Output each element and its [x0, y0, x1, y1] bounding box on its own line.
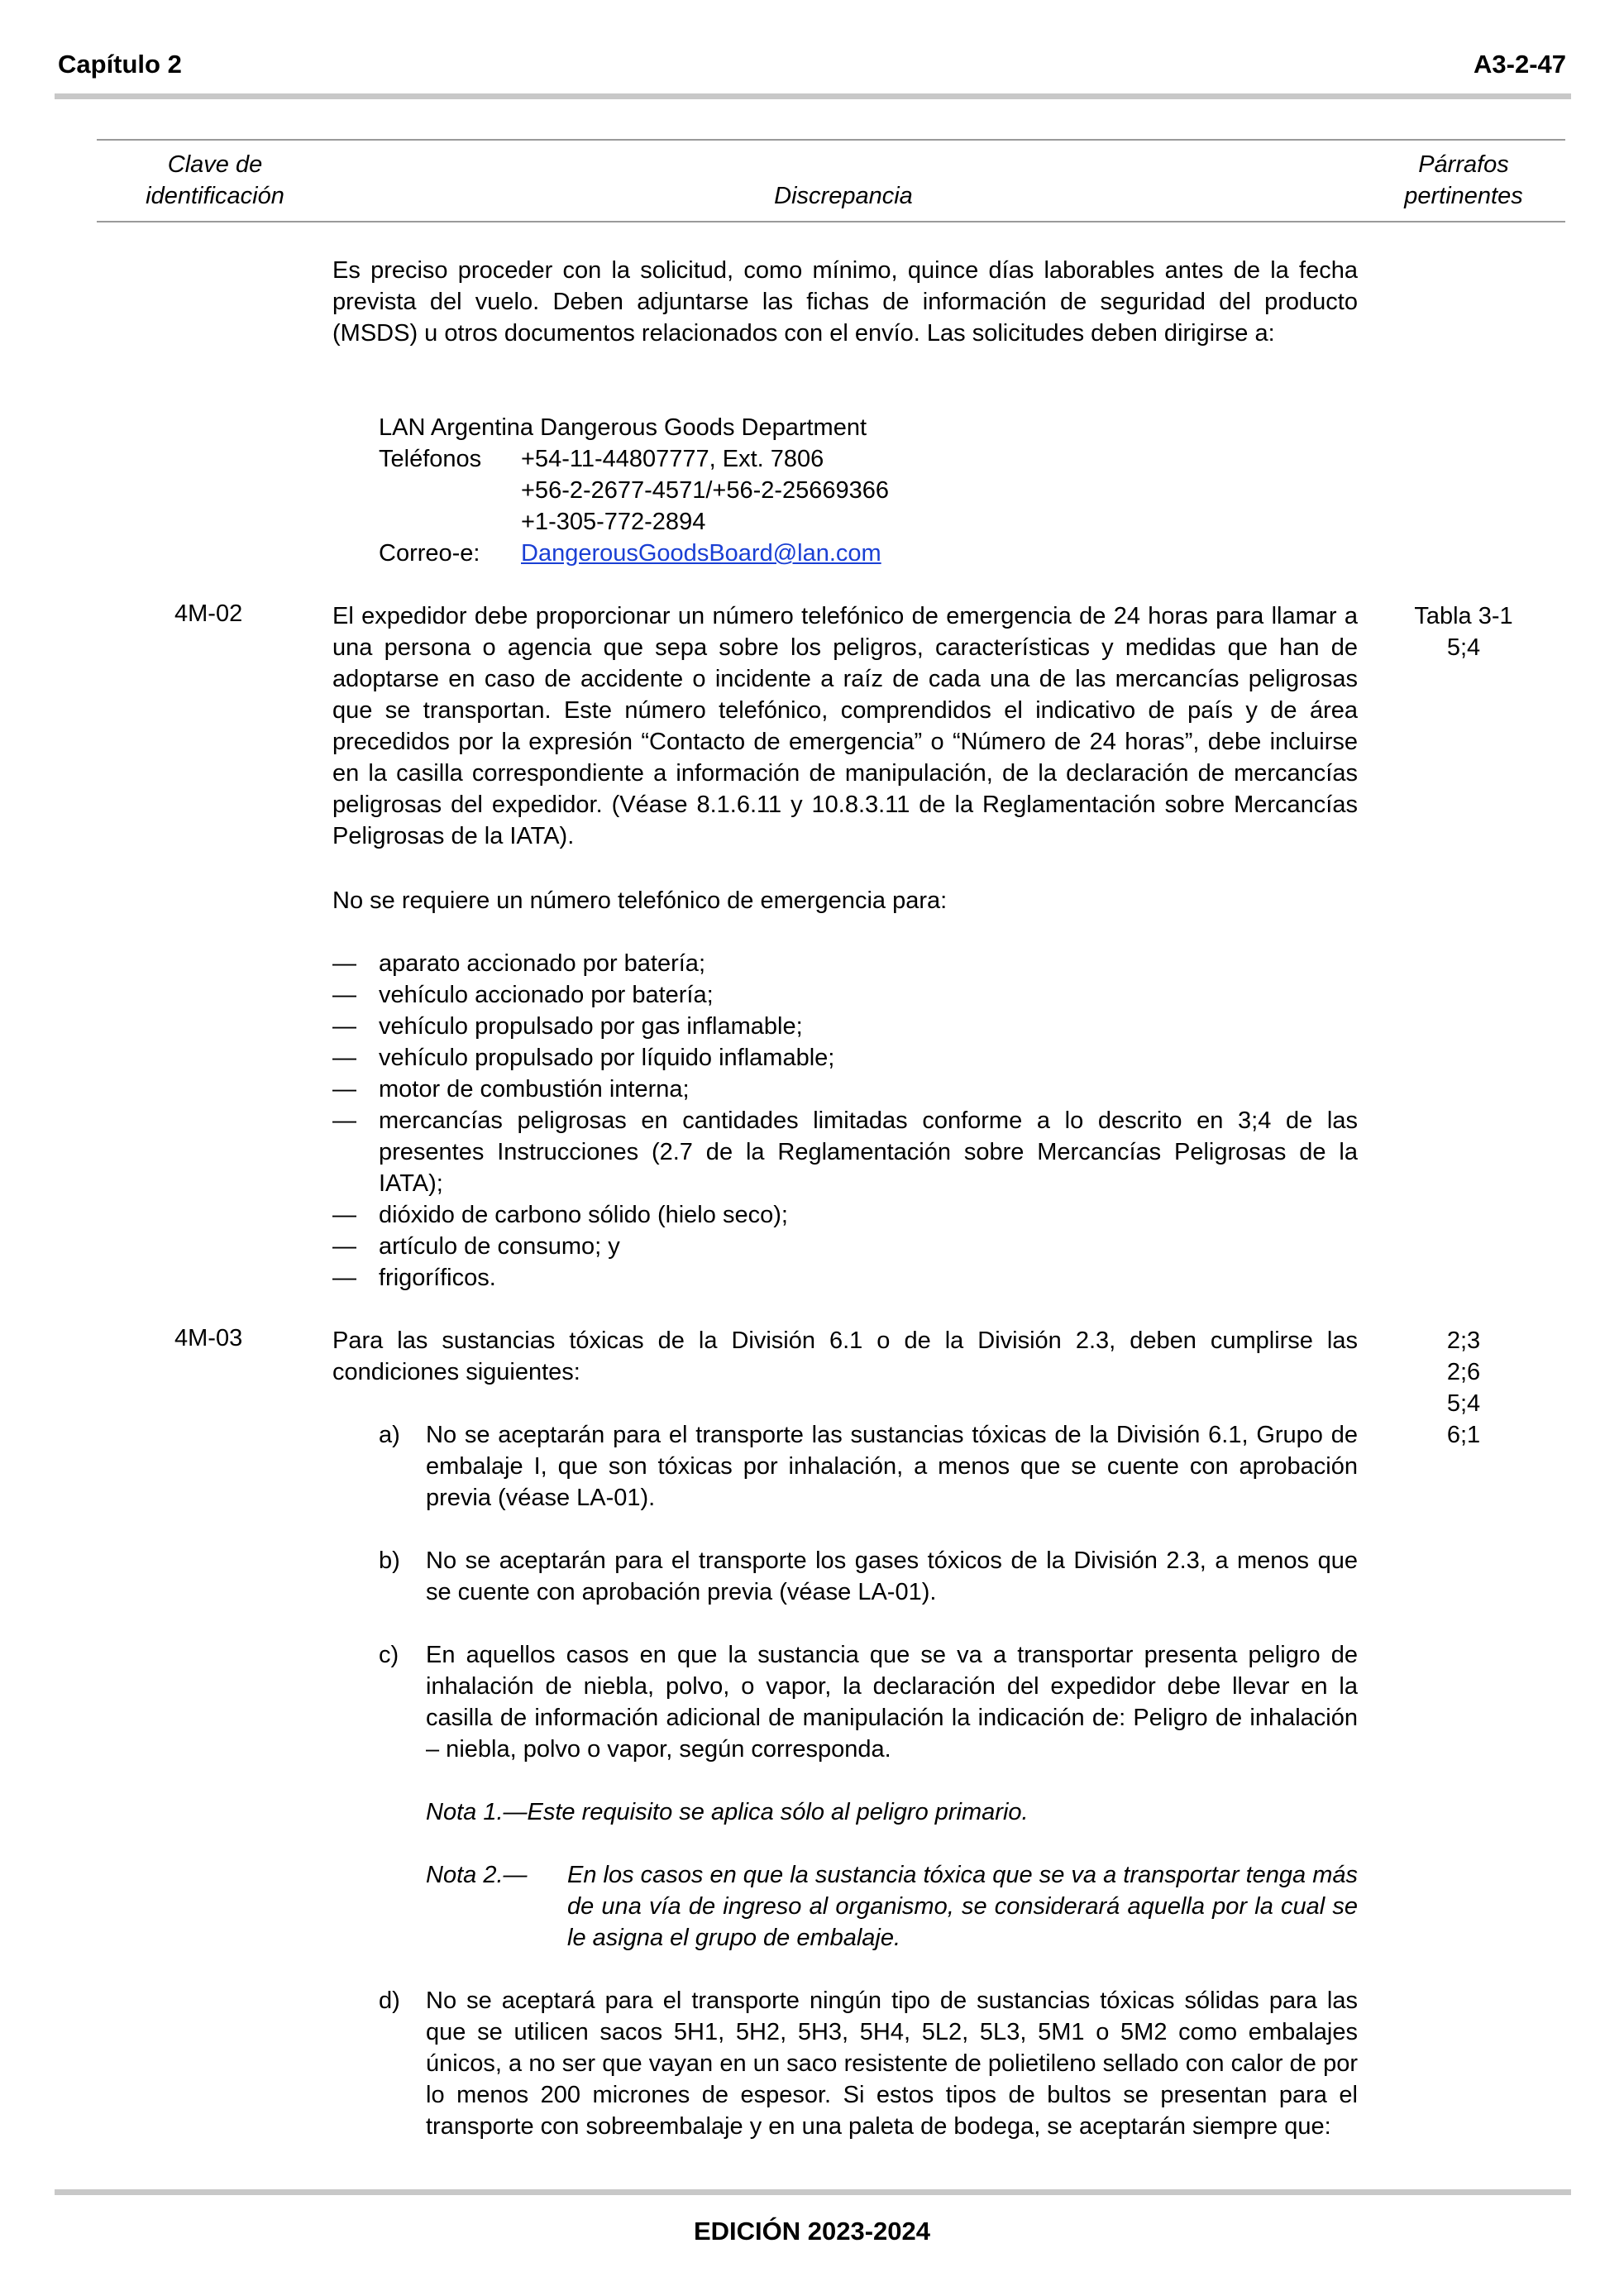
dash-marker: — — [332, 950, 356, 977]
ref-item: 5;4 — [1446, 634, 1481, 661]
column-refs-header: Párrafos pertinentes — [1404, 151, 1523, 209]
email-label: Correo-e: — [379, 540, 480, 567]
dash-marker: — — [332, 1013, 356, 1040]
list-item: vehículo accionado por batería; — [379, 982, 714, 1008]
subitem-text-d: No se aceptará para el transporte ningún tipo de sustancias tóxicas sólidas para las que se utilicen sacos 5H1, 5H2, 5H3, 5H4, 5L2, 5L3, 5M1 o 5M2 como embalajes únicos, a no ser que vayan en un saco resistente de polietileno sellado con calor de por lo menos 200 micrones de espesor. Si estos tipos de bultos se presentan para el transporte con sobreembalaje y en una paleta de bodega, se aceptarán siempre que: — [426, 1987, 1358, 2140]
subitem-label-d: d) — [379, 1987, 400, 2014]
phone-3: +1-305-772-2894 — [521, 509, 706, 535]
subitem-label-b: b) — [379, 1547, 400, 1574]
entry-4m-02-refs — [1389, 600, 1538, 663]
ref-item: 2;6 — [1446, 1359, 1481, 1385]
column-key-header: Clave de identificación — [146, 151, 284, 209]
list-item: motor de combustión interna; — [379, 1076, 690, 1103]
list-item: artículo de consumo; y — [379, 1233, 620, 1260]
subitem-label-c: c) — [379, 1642, 399, 1668]
note-2-label: Nota 2.— — [426, 1862, 528, 1888]
dash-marker: — — [332, 1107, 356, 1134]
column-discrepancy-header: Discrepancia — [774, 183, 913, 209]
subitem-text-c: En aquellos casos en que la sustancia que se va a transportar presenta peligro de inhalación de niebla, polvo, o vapor, la declaración del expedidor debe llevar en la casilla de información adicional de manipulación la indicación de: Peligro de inhalación – niebla, polvo o vapor, según corresponda. — [426, 1642, 1358, 1763]
dash-marker: — — [332, 1076, 356, 1103]
subitem-text-b: No se aceptarán para el transporte los gases tóxicos de la División 2.3, a menos que se cuente con aprobación previa (véase LA-01). — [426, 1547, 1358, 1605]
ref-item: 2;3 — [1446, 1327, 1481, 1354]
entry-4m-02-paragraph-2: No se requiere un número telefónico de emergencia para: — [332, 887, 948, 914]
entry-4m-03-refs — [1389, 1325, 1538, 1451]
entry-4m-02-paragraph: El expedidor debe proporcionar un número telefónico de emergencia de 24 horas para llamar a una persona o agencia que sepa sobre los peligros, características y medidas que han de adoptarse en caso de accidente o incidente a raíz de cada una de las mercancías peligrosas que se transportan. Este número telefónico, comprendidos el indicativo de país y de área precedidos por la expresión “Contacto de emergencia” o “Número de 24 horas”, debe incluirse en la casilla correspondiente a información de manipulación, de la declaración de mercancías peligrosas del expedidor. (Véase 8.1.6.11 y 10.8.3.11 de la Reglamentación sobre Mercancías Peligrosas de la IATA). — [332, 603, 1358, 849]
dash-marker: — — [332, 982, 356, 1008]
dash-marker: — — [332, 1233, 356, 1260]
list-item: aparato accionado por batería; — [379, 950, 705, 977]
email-link-wrapper — [521, 538, 881, 569]
subitem-text-a: No se aceptarán para el transporte las sustancias tóxicas de la División 6.1, Grupo de embalaje I, que son tóxicas por inhalación, a menos que se cuente con aprobación previa (véase LA-01). — [426, 1422, 1358, 1511]
footer-rule — [55, 2189, 1571, 2195]
list-item: vehículo propulsado por gas inflamable; — [379, 1013, 803, 1040]
table-header-rule — [97, 221, 1565, 222]
phones-label: Teléfonos — [379, 446, 482, 472]
list-item: dióxido de carbono sólido (hielo seco); — [379, 1202, 788, 1228]
entry-key-4m-02: 4M-02 — [174, 600, 243, 627]
ref-item: 6;1 — [1446, 1422, 1481, 1448]
list-item: vehículo propulsado por líquido inflamable; — [379, 1045, 835, 1071]
dash-marker: — — [332, 1265, 356, 1291]
ref-item: Tabla 3-1 — [1414, 603, 1513, 629]
entry-key-4m-03: 4M-03 — [174, 1325, 243, 1351]
phone-2: +56-2-2677-4571/+56-2-25669366 — [521, 477, 890, 504]
note-1: Nota 1.—Este requisito se aplica sólo al peligro primario. — [426, 1799, 1029, 1825]
header-rule — [55, 93, 1571, 99]
list-item: frigoríficos. — [379, 1265, 496, 1291]
list-item: mercancías peligrosas en cantidades limitadas conforme a lo descrito en 3;4 de las presentes Instrucciones (2.7 de la Reglamentación sobre Mercancías Peligrosas de la IATA); — [379, 1107, 1358, 1197]
subitem-label-a: a) — [379, 1422, 400, 1448]
note-2-text: En los casos en que la sustancia tóxica que se va a transportar tenga más de una vía de ingreso al organismo, se considerará aquella por la cual se le asigna el grupo de embalaje. — [567, 1862, 1358, 1951]
dash-marker: — — [332, 1202, 356, 1228]
intro-paragraph: Es preciso proceder con la solicitud, como mínimo, quince días laborables antes de la fecha prevista del vuelo. Deben adjuntarse las fichas de información de seguridad del producto (MSDS) u otros documentos relacionados con el envío. Las solicitudes deben dirigirse a: — [332, 257, 1358, 347]
edition-footer: EDICIÓN 2023-2024 — [693, 2217, 931, 2246]
contact-name: LAN Argentina Dangerous Goods Department — [379, 414, 867, 441]
table-top-rule — [97, 139, 1565, 141]
chapter-title: Capítulo 2 — [58, 50, 182, 79]
page-number: A3-2-47 — [1474, 50, 1566, 79]
dash-marker: — — [332, 1045, 356, 1071]
email-link[interactable]: DangerousGoodsBoard@lan.com — [521, 540, 881, 567]
phone-1: +54-11-44807777, Ext. 7806 — [521, 446, 824, 472]
entry-4m-03-paragraph: Para las sustancias tóxicas de la División 6.1 o de la División 2.3, deben cumplirse las condiciones siguientes: — [332, 1327, 1358, 1385]
ref-item: 5;4 — [1446, 1390, 1481, 1417]
